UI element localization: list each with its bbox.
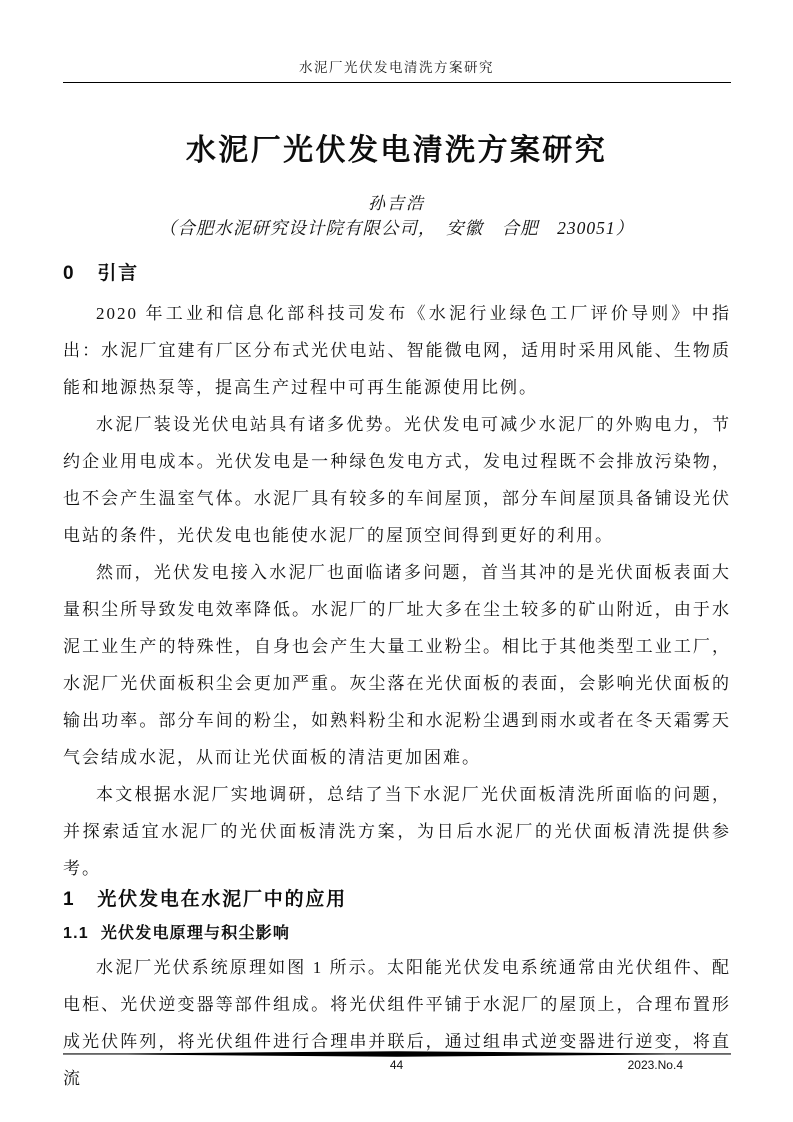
header-rule	[63, 82, 731, 83]
running-head-title: 水泥厂光伏发电清洗方案研究	[299, 60, 494, 75]
section-heading-1	[63, 887, 731, 913]
section-number: 1	[63, 889, 76, 910]
footer-page-number: 44	[389, 1058, 404, 1072]
footer-issue-number: 2023.No.4	[627, 1058, 683, 1072]
section-title: 引言	[97, 263, 139, 284]
section-title: 光伏发电在水泥厂中的应用	[97, 889, 347, 910]
paragraph-1-1-1: 水泥厂光伏系统原理如图 1 所示。太阳能光伏发电系统通常由光伏组件、配电柜、光伏逆变器等部件组成。将光伏组件平铺于水泥厂的屋顶上，合理布置形成光伏阵列，将光伏组件进行合理串并联后，通过组串式逆变器进行逆变，将直流	[63, 958, 731, 1088]
section-heading-intro	[63, 261, 731, 287]
paragraph-intro-2: 水泥厂装设光伏电站具有诸多优势。光伏发电可减少水泥厂的外购电力，节约企业用电成本。光伏发电是一种绿色发电方式，发电过程既不会排放污染物，也不会产生温室气体。水泥厂具有较多的车间屋顶，部分车间屋顶具备铺设光伏电站的条件，光伏发电也能使水泥厂的屋顶空间得到更好的利用。	[63, 415, 731, 545]
article-title: 水泥厂光伏发电清洗方案研究	[185, 134, 608, 167]
section-number: 0	[63, 263, 76, 284]
section-title: 光伏发电原理与积尘影响	[100, 925, 291, 942]
section-number: 1.1	[63, 925, 89, 942]
author-affiliation: （合肥水泥研究设计院有限公司， 安徽 合肥 230051）	[158, 218, 635, 238]
article-body	[63, 261, 731, 1097]
paragraph-intro-3: 然而，光伏发电接入水泥厂也面临诸多问题，首当其冲的是光伏面板表面大量积尘所导致发电效率降低。水泥厂的厂址大多在尘土较多的矿山附近，由于水泥工业生产的特殊性，自身也会产生大量工业粉尘。相比于其他类型工业工厂，水泥厂光伏面板积尘会更加严重。灰尘落在光伏面板的表面，会影响光伏面板的输出功率。部分车间的粉尘，如熟料粉尘和水泥粉尘遇到雨水或者在冬天霜雾天气会结成水泥，从而让光伏面板的清洁更加困难。	[63, 563, 731, 767]
author-name: 孙吉浩	[368, 194, 425, 213]
paragraph-intro-1: 2020 年工业和信息化部科技司发布《水泥行业绿色工厂评价导则》中指出：水泥厂宜建有厂区分布式光伏电站、智能微电网，适用时采用风能、生物质能和地源热泵等，提高生产过程中可再生能源使用比例。	[63, 304, 731, 397]
paragraph-intro-4: 本文根据水泥厂实地调研，总结了当下水泥厂光伏面板清洗所面临的问题，并探索适宜水泥厂的光伏面板清洗方案，为日后水泥厂的光伏面板清洗提供参考。	[63, 785, 731, 878]
section-heading-1-1	[63, 923, 731, 945]
